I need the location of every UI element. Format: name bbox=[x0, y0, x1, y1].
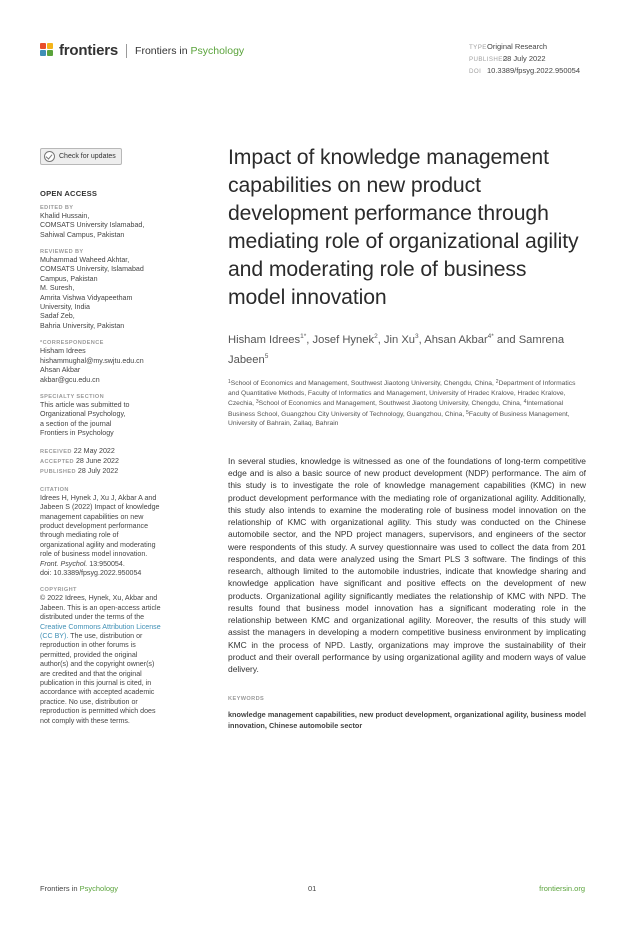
journal-prefix: Frontiers in bbox=[135, 44, 191, 57]
copyright-post: The use, distribution or reproduction in other forums is permitted, provided the original author(s) and the copyright owner(s) are credited and that the original publication in this journal is cited, in accordance with accepted academic practice. No use, distribution or reproduction is permitted which does not comply with these terms. bbox=[40, 632, 156, 725]
footer-site-link[interactable]: frontiersin.org bbox=[539, 884, 585, 893]
received-value: 22 May 2022 bbox=[73, 446, 115, 455]
accepted-row bbox=[40, 457, 190, 467]
author-name[interactable]: Josef Hynek bbox=[312, 334, 375, 346]
footer-journal-prefix: Frontiers in bbox=[40, 884, 80, 893]
open-access-label: OPEN ACCESS bbox=[40, 189, 98, 199]
affiliation-marker: 1 bbox=[228, 379, 231, 385]
received-row bbox=[40, 447, 190, 457]
author-affiliation-marker: 4* bbox=[487, 333, 494, 340]
keywords-text: knowledge management capabilities, new product development, organizational agility, business model innovation, Chinese automobile sector bbox=[228, 710, 586, 730]
citation-body: Idrees H, Hynek J, Xu J, Akbar A and Jabeen S (2022) Impact of knowledge management capabilities on new product development performance through mediating role of organizational agility and moderating role of business model innovation. bbox=[40, 493, 160, 559]
author-list bbox=[228, 329, 586, 368]
author-separator: and bbox=[493, 334, 519, 346]
author-separator: , bbox=[306, 334, 313, 346]
correspondence-text[interactable]: Hisham Idrees hishammughal@my.swjtu.edu.cn Ahsan Akbar akbar@gcu.edu.cn bbox=[40, 347, 144, 384]
journal-title bbox=[135, 45, 244, 57]
specialty-section-text: This article was submitted to Organizational Psychology, a section of the journal Frontiers in Psychology bbox=[40, 400, 130, 438]
journal-brand[interactable] bbox=[40, 42, 244, 59]
check-for-updates-label: Check for updates bbox=[59, 152, 116, 160]
footer-journal bbox=[40, 884, 118, 893]
meta-doi-label: DOI bbox=[469, 68, 482, 75]
checkmark-icon bbox=[44, 151, 55, 162]
affiliation-text: School of Economics and Management, Southwest Jiaotong University, Chengdu, China, bbox=[230, 380, 496, 387]
affiliation-text: Department of Informatics and Quantitative Methods, Faculty of Informatics and Management, University of Hradec Kralove, Hradec Kralove, Czechia, bbox=[228, 380, 576, 408]
author-affiliation-marker: 5 bbox=[264, 352, 269, 360]
page-number: 01 bbox=[308, 884, 317, 893]
author-affiliation-marker: 3 bbox=[415, 333, 419, 340]
copyright-text bbox=[40, 594, 190, 726]
frontiers-logo-icon bbox=[40, 43, 55, 58]
affiliation-marker: 2 bbox=[495, 379, 499, 385]
author-affiliation-marker: 1* bbox=[300, 333, 307, 340]
correspondence-label: *CORRESPONDENCE bbox=[40, 340, 104, 347]
reviewed-by-text: Muhammad Waheed Akhtar, COMSATS University, Islamabad Campus, Pakistan M. Suresh, Amrita Vishwa Vidyapeetham University, India Sadaf Zeb, Bahria University, Pakistan bbox=[40, 256, 144, 330]
article-title: Impact of knowledge management capabilities on new product development performance through mediating role of organizational agility and moderating role of business model innovation bbox=[228, 146, 579, 309]
citation-doi[interactable]: doi: 10.3389/fpsyg.2022.950054 bbox=[40, 569, 142, 577]
author-name[interactable]: Ahsan Akbar bbox=[424, 334, 488, 346]
keywords-label: KEYWORDS bbox=[228, 696, 265, 703]
brand-divider bbox=[126, 44, 127, 58]
check-for-updates-button[interactable] bbox=[40, 148, 122, 165]
logo-text: frontiers bbox=[59, 42, 119, 59]
author-separator: , bbox=[377, 334, 384, 346]
cc-by-license-link[interactable]: Creative Commons Attribution License (CC BY). bbox=[40, 622, 161, 641]
meta-doi-value[interactable]: 10.3389/fpsyg.2022.950054 bbox=[487, 66, 580, 75]
accepted-label: ACCEPTED bbox=[40, 458, 74, 465]
specialty-section-label: SPECIALTY SECTION bbox=[40, 393, 105, 400]
author-name[interactable]: Jin Xu bbox=[383, 334, 415, 346]
journal-subject: Psychology bbox=[190, 44, 245, 57]
meta-published-value: 28 July 2022 bbox=[503, 54, 546, 63]
abstract: In several studies, knowledge is witnessed as one of the foundations of long-term competitive edge and is also a basic source of new product development (NDP) performance. The aim of this study is to investigate the role of knowledge management capabilities (KMC) in new product development performance with the mediating role of organizational agility. Additionally, this study also intends to examine the moderating role of business model innovation on the relationship of KMC with organizational agility. This study was conducted on the Chinese automobile sector, and the NPD project managers, supervisors, and engineers of the sector were respondents of this study. A survey questionnaire was used to collect the data from 201 respondents, and data were analyzed using the Smart PLS 3 software. The findings of this research, although limited to the automobile industries, indicate that knowledge sharing and knowledge application have significant and positive effects on the development of new products. Organizational agility significantly mediates the relationship of KMC with NPD. The results found that business model innovation has a significant moderating role in the relationship between KMC and organizational agility. Moreover, the results of this study will assist the managers in developing a modern competitive business environment by implicating KMC in the process of NPD. Lastly, organizations may improve the sustainability of their product and their overall performance by using organizational agility and modern ways of value delivery. bbox=[228, 455, 586, 675]
meta-type-label: TYPE bbox=[469, 44, 487, 51]
published-row bbox=[40, 467, 190, 477]
article-meta bbox=[469, 41, 580, 77]
citation-label: CITATION bbox=[40, 486, 69, 493]
published-value: 28 July 2022 bbox=[77, 467, 119, 476]
published-label: PUBLISHED bbox=[40, 469, 76, 476]
copyright-label: COPYRIGHT bbox=[40, 587, 77, 594]
article-main bbox=[228, 144, 586, 731]
meta-type-row bbox=[469, 41, 580, 53]
affiliation-text: School of Economics and Management, Southwest Jiaotong University, Chengdu, China, bbox=[258, 400, 524, 408]
meta-published-row bbox=[469, 53, 580, 65]
citation-journal: Front. Psychol. bbox=[40, 559, 88, 568]
affiliation-marker: 3 bbox=[255, 399, 259, 406]
copyright-pre: © 2022 Idrees, Hynek, Xu, Akbar and Jabeen. This is an open-access article distributed under the terms of the bbox=[40, 594, 161, 622]
edited-by-label: EDITED BY bbox=[40, 204, 74, 211]
meta-type-value: Original Research bbox=[487, 42, 548, 51]
author-affiliation-marker: 2 bbox=[374, 333, 378, 340]
affiliation-marker: 5 bbox=[466, 409, 469, 416]
edited-by-text: Khalid Hussain, COMSATS University Islamabad, Sahiwal Campus, Pakistan bbox=[40, 211, 145, 239]
author-name[interactable]: Samrena Jabeen bbox=[228, 334, 565, 366]
reviewed-by-label: REVIEWED BY bbox=[40, 249, 84, 256]
citation-text bbox=[40, 494, 190, 579]
author-name[interactable]: Hisham Idrees bbox=[228, 334, 301, 346]
affiliation-text: Faculty of Business Management, University of Bahrain, Zallaq, Bahrain bbox=[228, 410, 570, 428]
affiliation-marker: 4 bbox=[523, 399, 527, 406]
page-header bbox=[40, 38, 590, 75]
footer-journal-subject: Psychology bbox=[79, 884, 118, 893]
meta-doi-row bbox=[469, 65, 580, 77]
citation-volume: 13:950054. bbox=[87, 559, 125, 568]
affiliations bbox=[228, 378, 586, 429]
accepted-value: 28 June 2022 bbox=[75, 456, 119, 465]
meta-published-label: PUBLISHED bbox=[469, 56, 508, 63]
affiliation-text: International Business School, Guangzhou City University of Technology, Guangzhou, China, bbox=[228, 400, 564, 418]
article-dates bbox=[40, 447, 190, 478]
author-separator: , bbox=[418, 334, 425, 346]
received-label: RECEIVED bbox=[40, 448, 72, 455]
sidebar bbox=[40, 148, 190, 726]
